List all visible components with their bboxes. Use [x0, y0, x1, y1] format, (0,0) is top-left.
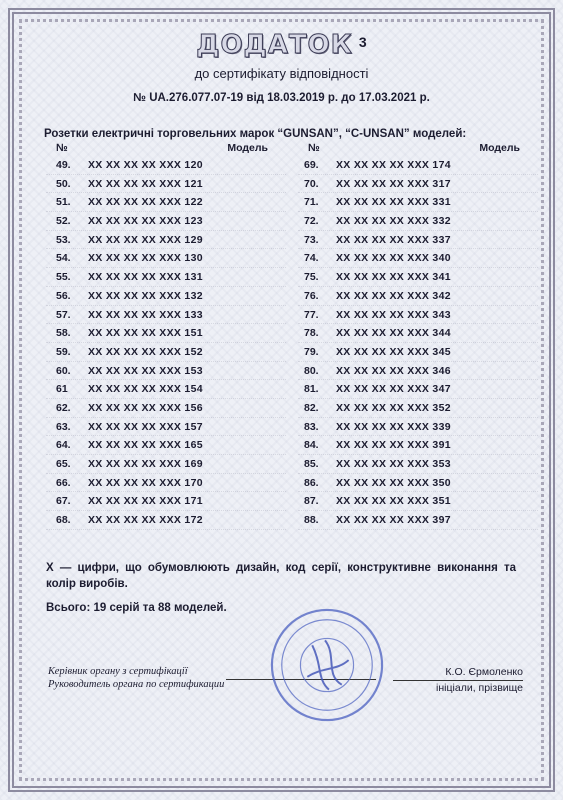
list-heading: Розетки електричні торговельних марок “GUNSAN”, “C-UNSAN” моделей: — [44, 128, 467, 140]
table-row — [46, 249, 286, 268]
row-model: XX XX XX XX XXX 122 — [88, 196, 203, 209]
row-number: 74. — [304, 252, 319, 265]
row-model: XX XX XX XX XXX 156 — [88, 401, 203, 414]
table-row — [46, 455, 286, 474]
table-row — [298, 436, 538, 455]
row-model: XX XX XX XX XXX 120 — [88, 159, 203, 171]
row-model: XX XX XX XX XXX 130 — [88, 252, 203, 265]
row-number: 78. — [304, 327, 319, 340]
table-row — [298, 324, 538, 343]
table-row — [46, 380, 286, 399]
row-number: 82. — [304, 401, 319, 414]
row-number: 56. — [56, 289, 71, 302]
column-header-model: Модель — [479, 142, 520, 154]
row-number: 72. — [304, 215, 319, 228]
table-row — [46, 268, 286, 287]
table-row — [298, 175, 538, 194]
table-row — [298, 455, 538, 474]
total-count: Всього: 19 серій та 88 моделей. — [46, 602, 227, 614]
table-row — [46, 399, 286, 418]
table-row — [298, 418, 538, 437]
row-number: 71. — [304, 196, 319, 209]
table-row — [298, 380, 538, 399]
table-row — [46, 175, 286, 194]
table-row — [46, 231, 286, 250]
signatory-role-ua: Керівник органу з сертифікації — [48, 666, 188, 677]
row-model: XX XX XX XX XXX 131 — [88, 271, 203, 284]
row-model: XX XX XX XX XXX 152 — [88, 345, 203, 358]
row-number: 80. — [304, 364, 319, 377]
row-number: 68. — [56, 514, 71, 527]
row-model: XX XX XX XX XXX 169 — [88, 458, 203, 470]
row-number: 84. — [304, 439, 319, 452]
row-number: 62. — [56, 401, 71, 414]
row-number: 63. — [56, 420, 71, 433]
row-number: 66. — [56, 476, 71, 489]
row-number: 57. — [56, 308, 71, 321]
row-model: XX XX XX XX XXX 341 — [336, 271, 451, 284]
row-number: 85. — [304, 458, 319, 470]
row-model: XX XX XX XX XXX 347 — [336, 383, 451, 396]
table-row — [46, 474, 286, 493]
row-number: 54. — [56, 252, 71, 265]
table-row — [46, 287, 286, 306]
row-model: XX XX XX XX XXX 170 — [88, 476, 203, 489]
table-row — [46, 343, 286, 362]
row-number: 86. — [304, 476, 319, 489]
row-number: 81. — [304, 383, 319, 396]
row-number: 52. — [56, 215, 71, 228]
table-row — [298, 193, 538, 212]
signatory-name: К.О. Єрмоленко — [393, 665, 523, 681]
column-header-model: Модель — [227, 142, 268, 154]
table-row — [298, 306, 538, 325]
title-row — [0, 30, 563, 60]
row-model: XX XX XX XX XXX 332 — [336, 215, 451, 228]
row-model: XX XX XX XX XXX 165 — [88, 439, 203, 452]
row-model: XX XX XX XX XXX 171 — [88, 495, 203, 508]
row-number: 49. — [56, 159, 71, 171]
row-number: 67. — [56, 495, 71, 508]
column-header-no: № — [56, 142, 68, 154]
table-row — [298, 249, 538, 268]
row-number: 51. — [56, 196, 71, 209]
column-header-no: № — [308, 142, 320, 154]
table-row — [46, 212, 286, 231]
table-row — [46, 324, 286, 343]
row-model: XX XX XX XX XXX 340 — [336, 252, 451, 265]
table-row — [298, 474, 538, 493]
column-header — [298, 142, 538, 156]
row-number: 50. — [56, 177, 71, 190]
row-model: XX XX XX XX XXX 174 — [336, 159, 451, 171]
table-row — [46, 436, 286, 455]
row-number: 79. — [304, 345, 319, 358]
row-model: XX XX XX XX XXX 351 — [336, 495, 451, 508]
table-row — [298, 231, 538, 250]
subtitle: до сертифікату відповідності — [194, 66, 369, 81]
row-model: XX XX XX XX XXX 342 — [336, 289, 451, 302]
row-number: 59. — [56, 345, 71, 358]
signatory-role — [48, 665, 224, 691]
table-row — [298, 362, 538, 381]
row-model: XX XX XX XX XXX 123 — [88, 215, 203, 228]
models-column-left — [46, 142, 286, 530]
signatory — [393, 665, 523, 695]
table-row — [298, 212, 538, 231]
table-row — [298, 511, 538, 530]
row-model: XX XX XX XX XXX 350 — [336, 476, 451, 489]
row-number: 88. — [304, 514, 319, 527]
row-model: XX XX XX XX XXX 331 — [336, 196, 451, 209]
table-row — [298, 399, 538, 418]
table-row — [298, 268, 538, 287]
row-number: 70. — [304, 177, 319, 190]
row-number: 60. — [56, 364, 71, 377]
table-row — [46, 511, 286, 530]
row-model: XX XX XX XX XXX 172 — [88, 514, 203, 527]
row-number: 53. — [56, 233, 71, 246]
footnote: X — цифри, що обумовлюють дизайн, код серії, конструктивне виконання та колір виробів. — [46, 562, 516, 590]
row-model: XX XX XX XX XXX 344 — [336, 327, 451, 340]
page-title: ДОДАТОК — [196, 30, 353, 60]
row-model: XX XX XX XX XXX 353 — [336, 458, 451, 470]
table-row — [298, 492, 538, 511]
row-model: XX XX XX XX XXX 337 — [336, 233, 451, 246]
table-row — [46, 362, 286, 381]
row-number: 64. — [56, 439, 71, 452]
row-model: XX XX XX XX XXX 151 — [88, 327, 203, 340]
row-number: 75. — [304, 271, 319, 284]
table-row — [46, 418, 286, 437]
row-model: XX XX XX XX XXX 129 — [88, 233, 203, 246]
row-number: 61 — [56, 383, 68, 396]
table-row — [298, 287, 538, 306]
signatory-name-caption: ініціали, прізвище — [436, 682, 523, 694]
table-row — [298, 156, 538, 175]
row-number: 77. — [304, 308, 319, 321]
row-model: XX XX XX XX XXX 339 — [336, 420, 451, 433]
models-column-right — [298, 142, 538, 530]
row-number: 58. — [56, 327, 71, 340]
table-row — [46, 193, 286, 212]
row-model: XX XX XX XX XXX 157 — [88, 420, 203, 433]
row-number: 76. — [304, 289, 319, 302]
row-number: 73. — [304, 233, 319, 246]
table-row — [46, 306, 286, 325]
row-number: 69. — [304, 159, 319, 171]
table-row — [298, 343, 538, 362]
row-model: XX XX XX XX XXX 121 — [88, 177, 203, 190]
row-model: XX XX XX XX XXX 153 — [88, 364, 203, 377]
column-header — [46, 142, 286, 156]
row-number: 87. — [304, 495, 319, 508]
row-model: XX XX XX XX XXX 397 — [336, 514, 451, 527]
row-model: XX XX XX XX XXX 352 — [336, 401, 451, 414]
appendix-number: 3 — [358, 34, 367, 50]
row-model: XX XX XX XX XXX 346 — [336, 364, 451, 377]
row-model: XX XX XX XX XXX 133 — [88, 308, 203, 321]
row-model: XX XX XX XX XXX 391 — [336, 439, 451, 452]
table-row — [46, 492, 286, 511]
row-model: XX XX XX XX XXX 343 — [336, 308, 451, 321]
row-number: 83. — [304, 420, 319, 433]
row-number: 65. — [56, 458, 71, 470]
row-model: XX XX XX XX XXX 132 — [88, 289, 203, 302]
row-number: 55. — [56, 271, 71, 284]
row-model: XX XX XX XX XXX 154 — [88, 383, 203, 396]
certificate-number: № UA.276.077.07-19 від 18.03.2019 р. до 17.03.2021 р. — [133, 92, 430, 104]
signatory-role-ru: Руководитель органа по сертификации — [48, 679, 225, 690]
row-model: XX XX XX XX XXX 317 — [336, 177, 451, 190]
row-model: XX XX XX XX XXX 345 — [336, 345, 451, 358]
official-stamp-icon — [268, 606, 386, 724]
table-row — [46, 156, 286, 175]
